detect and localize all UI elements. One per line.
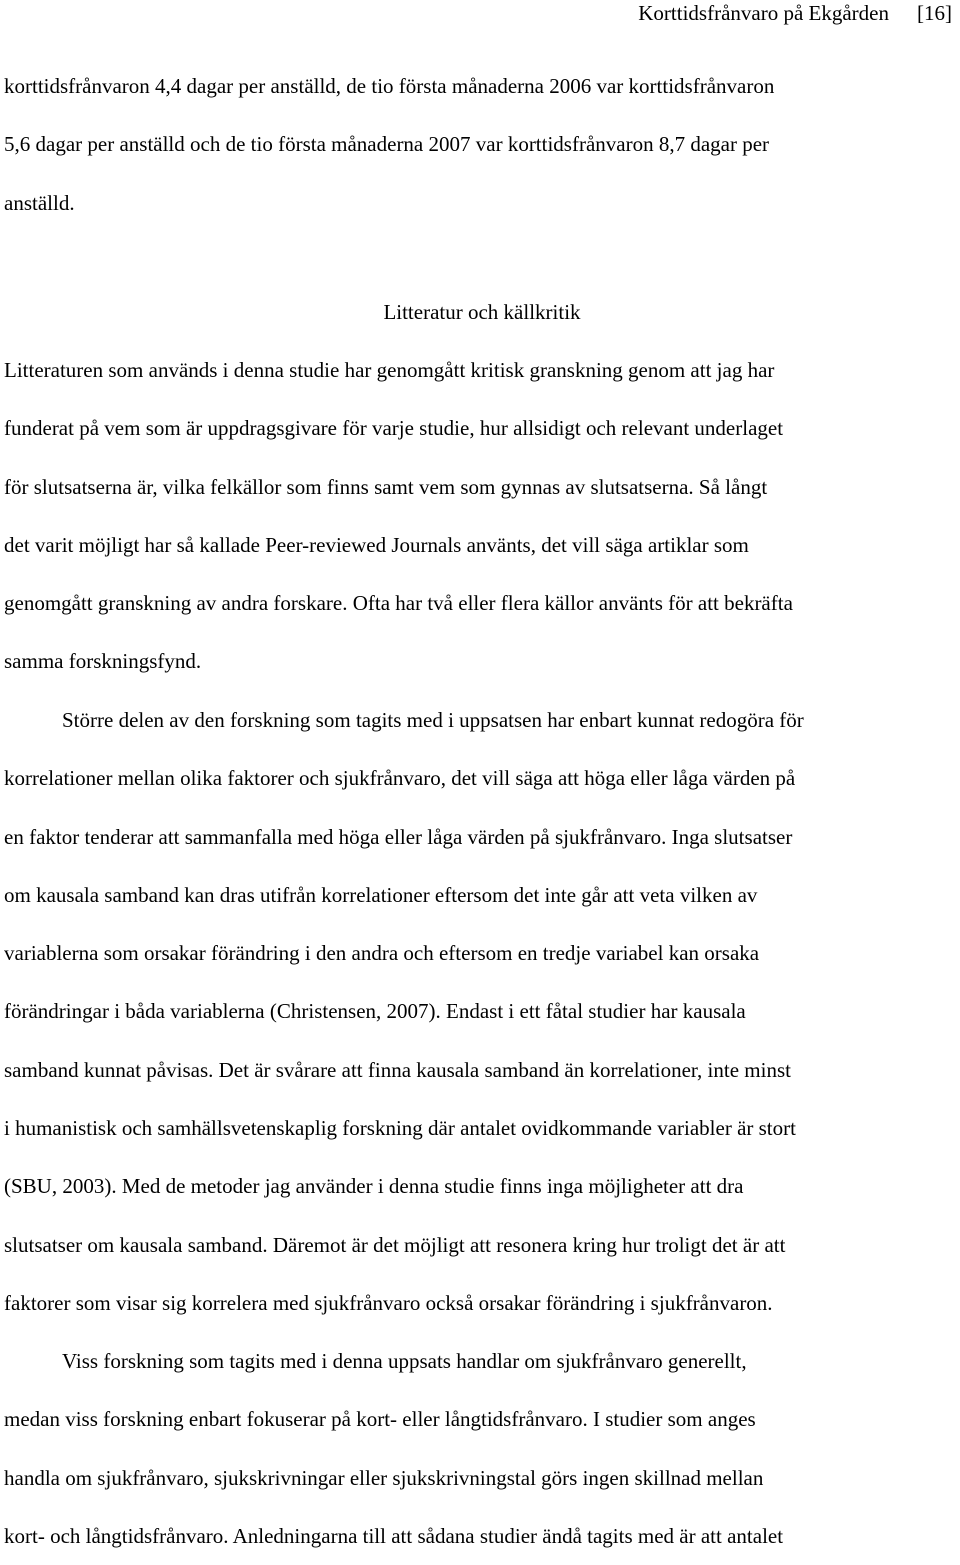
paragraph-3 bbox=[4, 1332, 958, 1565]
paragraph-line: för slutsatserna är, vilka felkällor som finns samt vem som gynnas av slutsatserna. Så långt bbox=[4, 474, 768, 499]
paragraph-line: kort- och långtidsfrånvaro. Anledningarna till att sådana studier ändå tagits med är att antalet bbox=[4, 1523, 784, 1548]
page-header bbox=[638, 0, 952, 29]
paragraph-line: medan viss forskning enbart fokuserar på kort- eller långtidsfrånvaro. I studier som anges bbox=[4, 1407, 756, 1432]
paragraph-line: 5,6 dagar per anställd och de tio första månaderna 2007 var korttidsfrånvaron 8,7 dagar per bbox=[4, 132, 770, 157]
paragraph-line: Större delen av den forskning som tagits med i uppsatsen har enbart kunnat redogöra för bbox=[62, 708, 804, 732]
paragraph-line: funderat på vem som är uppdragsgivare för varje studie, hur allsidigt och relevant underlaget bbox=[4, 416, 784, 441]
paragraph-line: korrelationer mellan olika faktorer och sjukfrånvaro, det vill säga att höga eller låga värden på bbox=[4, 766, 796, 791]
paragraph-line: i humanistisk och samhällsvetenskaplig forskning där antalet ovidkommande variabler är stort bbox=[4, 1116, 796, 1141]
paragraph-line: genomgått granskning av andra forskare. Ofta har två eller flera källor använts för att bekräfta bbox=[4, 591, 793, 616]
intro-paragraph bbox=[4, 57, 958, 232]
paragraph-line: anställd. bbox=[4, 190, 75, 215]
paragraph-line: handla om sjukfrånvaro, sjukskrivningar eller sjukskrivningstal görs ingen skillnad mellan bbox=[4, 1465, 764, 1490]
paragraph-line: samma forskningsfynd. bbox=[4, 649, 202, 674]
header-title: Korttidsfrånvaro på Ekgården bbox=[638, 1, 889, 25]
paragraph-line: om kausala samband kan dras utifrån korrelationer eftersom det inte går att veta vilken av bbox=[4, 882, 758, 907]
paragraph-1 bbox=[4, 341, 958, 691]
paragraph-line: slutsatser om kausala samband. Däremot är det möjligt att resonera kring hur troligt det är att bbox=[4, 1232, 786, 1257]
paragraph-line: korttidsfrånvaron 4,4 dagar per anställd, de tio första månaderna 2006 var korttidsfrånvaron bbox=[4, 74, 775, 98]
paragraph-line: (SBU, 2003). Med de metoder jag använder i denna studie finns inga möjligheter att dra bbox=[4, 1174, 744, 1199]
section-heading: Litteratur och källkritik bbox=[383, 300, 581, 324]
paragraph-line: förändringar i båda variablerna (Christensen, 2007). Endast i ett fåtal studier har kausala bbox=[4, 999, 746, 1024]
paragraph-line: faktorer som visar sig korrelera med sjukfrånvaro också orsakar förändring i sjukfrånvaron. bbox=[4, 1290, 773, 1315]
paragraph-line: en faktor tenderar att sammanfalla med höga eller låga värden på sjukfrånvaro. Inga slutsatser bbox=[4, 824, 793, 849]
page-number: [16] bbox=[917, 1, 952, 25]
paragraph-2 bbox=[4, 691, 958, 1332]
paragraph-line: Viss forskning som tagits med i denna uppsats handlar om sjukfrånvaro generellt, bbox=[62, 1349, 747, 1373]
paragraph-line: Litteraturen som används i denna studie har genomgått kritisk granskning genom att jag har bbox=[4, 358, 775, 382]
paragraph-line: variablerna som orsakar förändring i den andra och eftersom en tredje variabel kan orsaka bbox=[4, 941, 760, 966]
paragraph-line: det varit möjligt har så kallade Peer-reviewed Journals använts, det vill säga artiklar som bbox=[4, 532, 749, 557]
paragraph-line: samband kunnat påvisas. Det är svårare att finna kausala samband än korrelationer, inte minst bbox=[4, 1057, 791, 1082]
